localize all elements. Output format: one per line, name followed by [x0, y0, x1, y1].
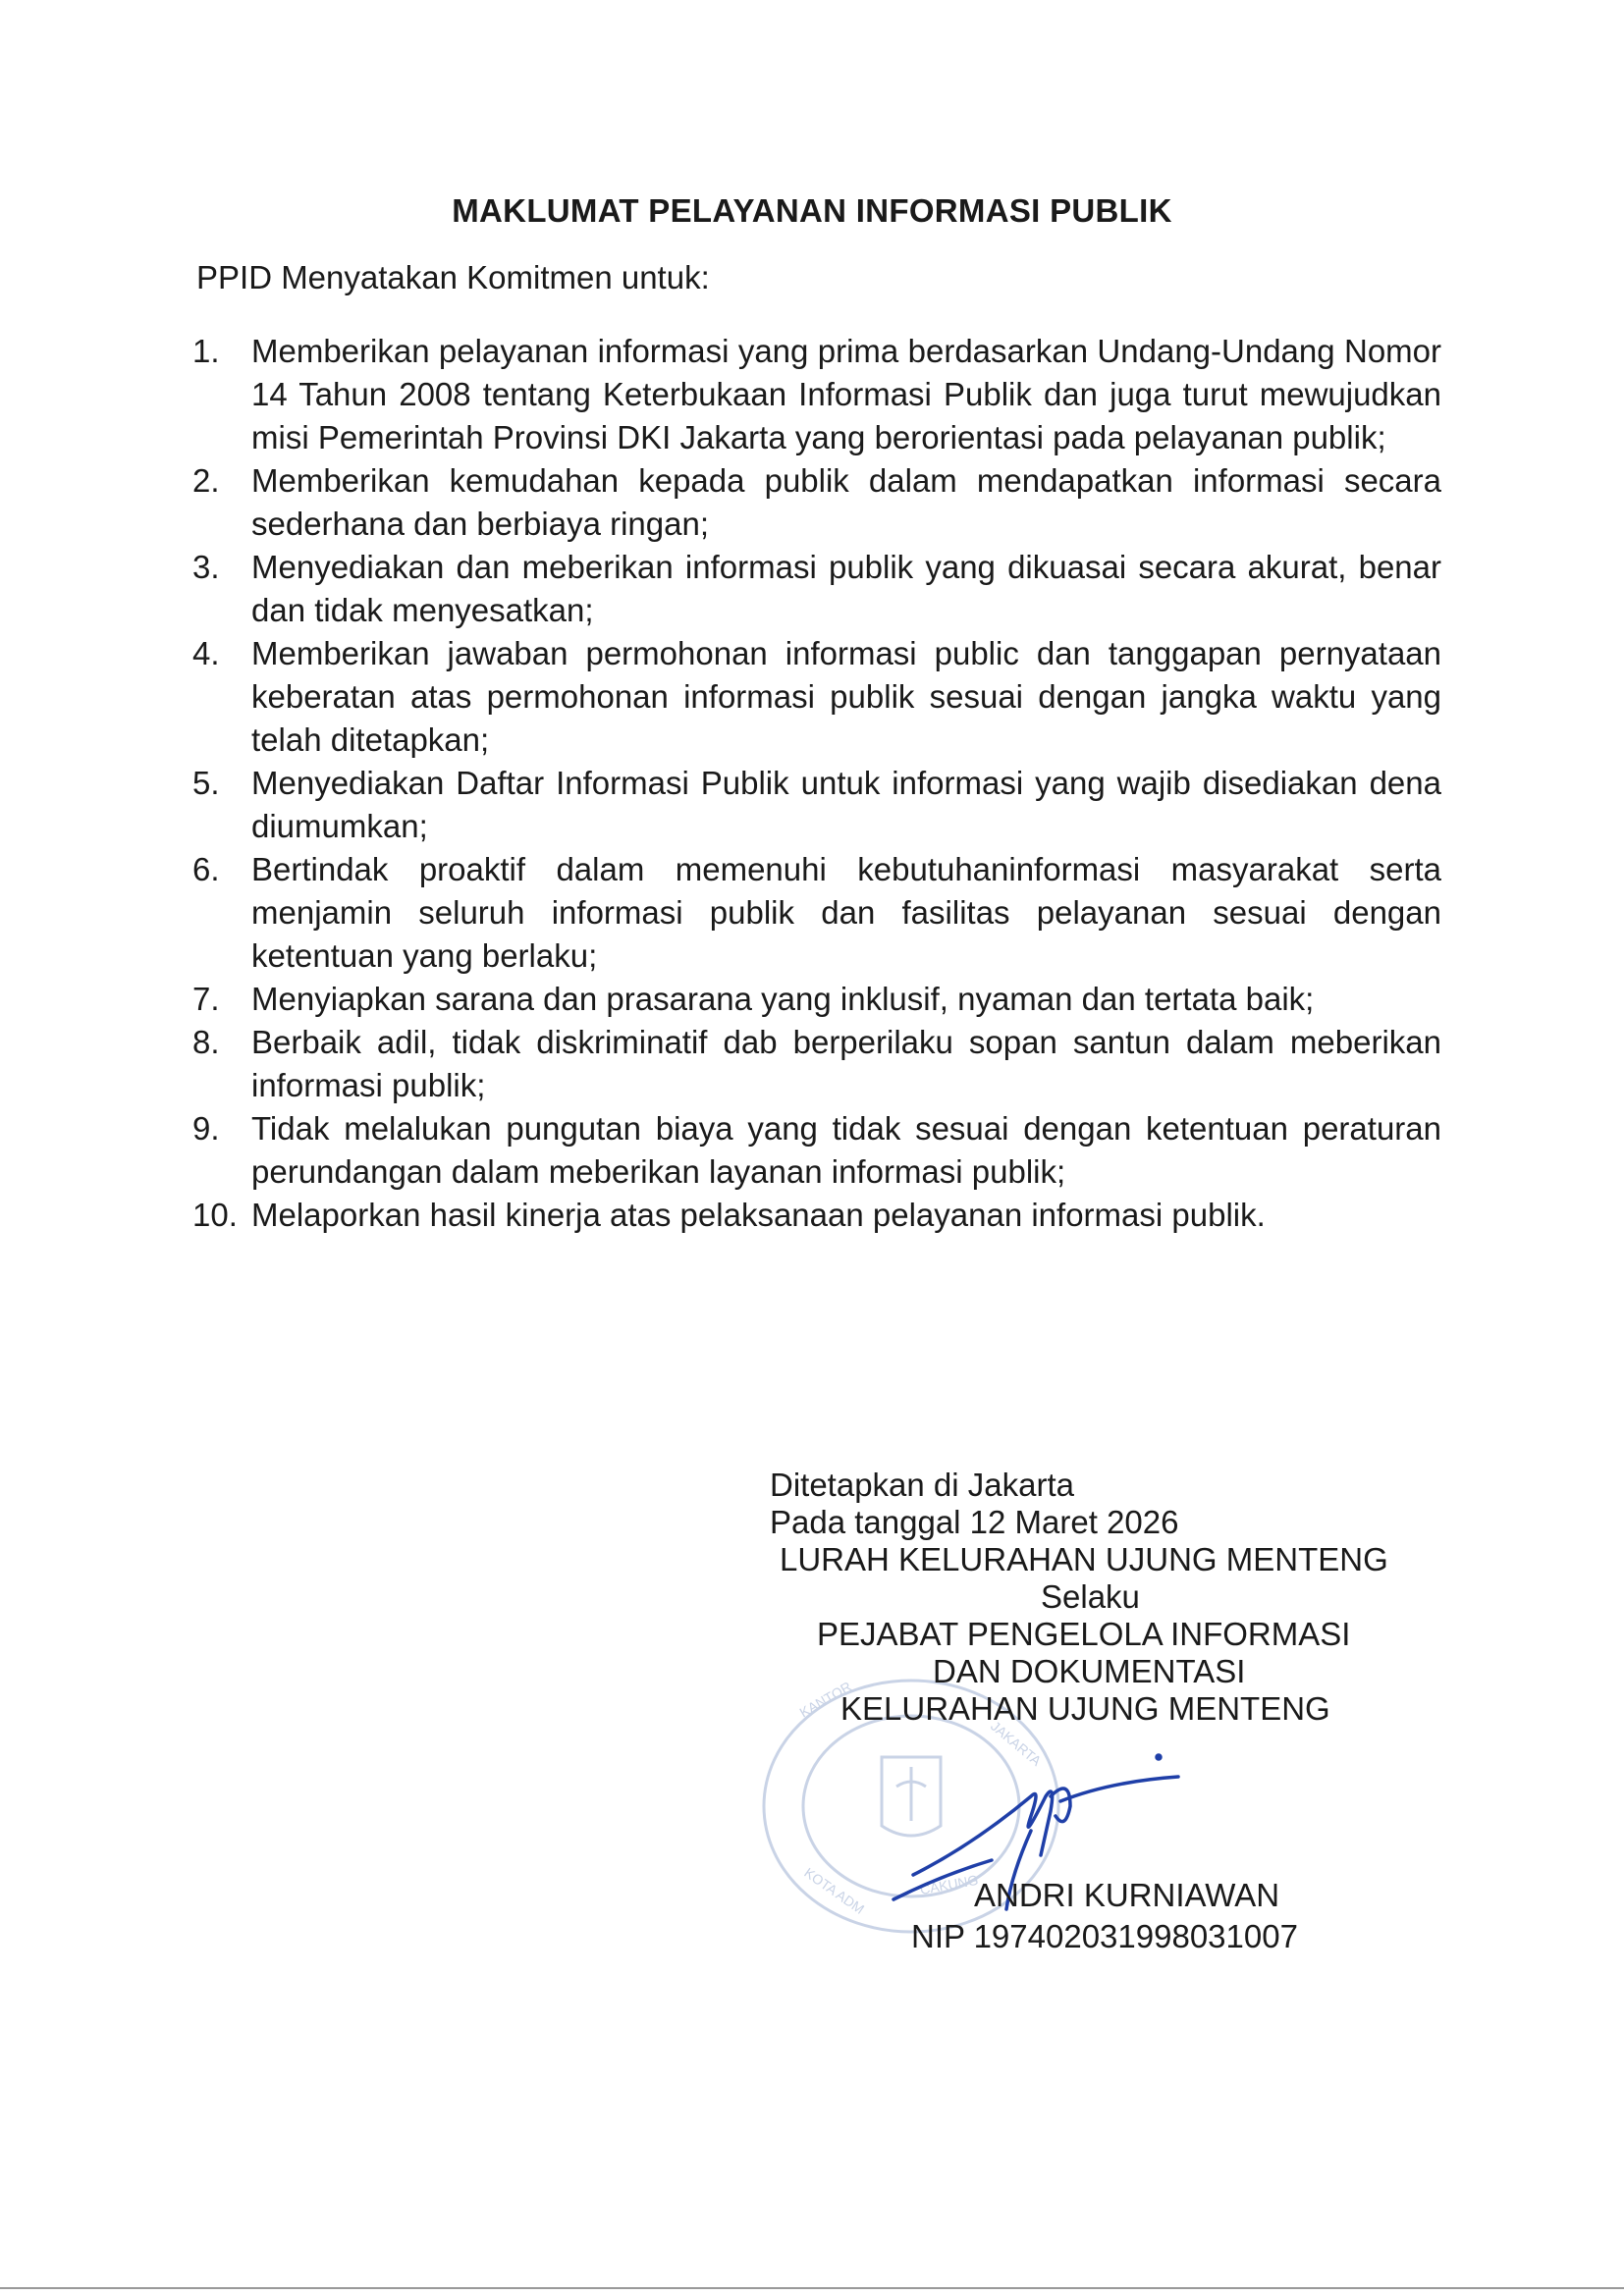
list-item — [192, 762, 1441, 848]
list-item-text: Tidak melalukan pungutan biaya yang tidak sesuai dengan ketentuan peraturan perundangan dalam meberikan layanan informasi publik; — [251, 1110, 1441, 1190]
list-item — [192, 848, 1441, 978]
list-item-text: Menyediakan dan meberikan informasi publik yang dikuasai secara akurat, benar dan tidak menyesatkan; — [251, 549, 1441, 628]
svg-text:CAKUNG: CAKUNG — [918, 1871, 980, 1897]
list-item-text: Memberikan pelayanan informasi yang prima berdasarkan Undang-Undang Nomor 14 Tahun 2008 tentang Keterbukaan Informasi Publik dan juga turut mewujudkan misi Pemerintah Provinsi DKI Jakarta yang berorientasi pada pelayanan publik; — [251, 333, 1441, 455]
list-item — [192, 459, 1441, 546]
svg-text:JAKARTA: JAKARTA — [988, 1718, 1045, 1769]
list-item-text: Memberikan kemudahan kepada publik dalam mendapatkan informasi secara sederhana dan berbiaya ringan; — [251, 462, 1441, 542]
position-text: DAN DOKUMENTASI — [933, 1653, 1246, 1689]
list-item-text: Memberikan jawaban permohonan informasi public dan tanggapan pernyataan keberatan atas permohonan informasi publik sesuai dengan jangka waktu yang telah ditetapkan; — [251, 635, 1441, 758]
list-item-number: 7. — [192, 981, 220, 1017]
list-item-number: 6. — [192, 851, 220, 887]
list-item — [192, 330, 1441, 459]
list-item-number: 9. — [192, 1110, 220, 1147]
list-item-number: 3. — [192, 549, 220, 585]
list-item-text: Bertindak proaktif dalam memenuhi kebutuhaninformasi masyarakat serta menjamin seluruh informasi publik dan fasilitas pelayanan sesuai dengan ketentuan yang berlaku; — [251, 851, 1441, 974]
commitment-list — [192, 330, 1441, 1237]
list-item-number: 8. — [192, 1024, 220, 1060]
list-item-number: 2. — [192, 462, 220, 499]
svg-text:KOTA ADM: KOTA ADM — [801, 1864, 868, 1917]
list-item — [192, 546, 1441, 632]
list-item-number: 4. — [192, 635, 220, 671]
official-nip: NIP 197402031998031007 — [911, 1918, 1298, 1954]
list-item-text: Melaporkan hasil kinerja atas pelaksanaan pelayanan informasi publik. — [251, 1197, 1266, 1233]
list-item-number: 1. — [192, 333, 220, 369]
position-text: LURAH KELURAHAN UJUNG MENTENG — [780, 1541, 1388, 1577]
official-name: ANDRI KURNIAWAN — [974, 1877, 1280, 1913]
intro-text: PPID Menyatakan Komitmen untuk: — [196, 259, 710, 295]
list-item — [192, 1194, 1441, 1237]
list-item — [192, 1107, 1441, 1194]
position-text: KELURAHAN UJUNG MENTENG — [840, 1690, 1330, 1727]
list-item — [192, 1021, 1441, 1107]
date-text: Pada tanggal 12 Maret 2026 — [770, 1504, 1179, 1540]
list-item-text: Menyiapkan sarana dan prasarana yang inklusif, nyaman dan tertata baik; — [251, 981, 1315, 1017]
document-title: MAKLUMAT PELAYANAN INFORMASI PUBLIK — [452, 192, 1172, 229]
list-item-number: 5. — [192, 765, 220, 801]
list-item — [192, 632, 1441, 762]
position-text: PEJABAT PENGELOLA INFORMASI — [817, 1616, 1351, 1652]
bottom-edge-divider — [0, 2287, 1624, 2289]
selaku-text: Selaku — [1041, 1578, 1140, 1615]
place-text: Ditetapkan di Jakarta — [770, 1467, 1075, 1503]
list-item-number: 10. — [192, 1197, 238, 1233]
list-item-text: Berbaik adil, tidak diskriminatif dab berperilaku sopan santun dalam meberikan informasi publik; — [251, 1024, 1441, 1103]
list-item — [192, 978, 1441, 1021]
list-item-text: Menyediakan Daftar Informasi Publik untuk informasi yang wajib disediakan dena diumumkan; — [251, 765, 1441, 844]
signature-block — [770, 1467, 1457, 1728]
svg-text:KANTOR: KANTOR — [796, 1678, 854, 1721]
